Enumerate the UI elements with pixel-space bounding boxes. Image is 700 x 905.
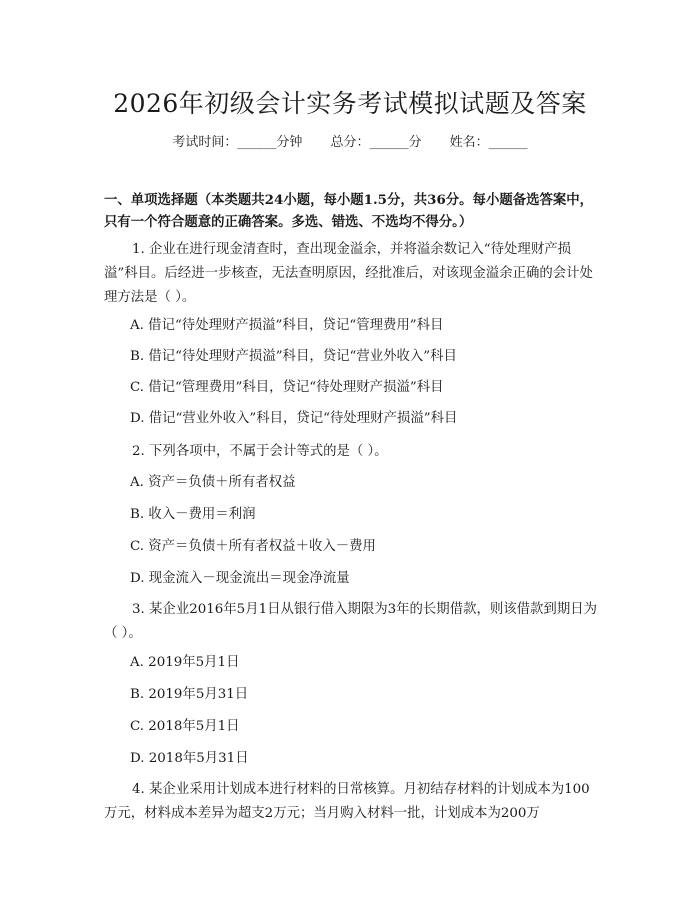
total-score-field: 总分：______分	[330, 135, 422, 150]
student-name-field: 姓名：______	[449, 135, 528, 150]
question-3-option-b: B. 2019年5月31日	[130, 687, 249, 702]
question-3-option-c: C. 2018年5月1日	[130, 719, 240, 734]
question-4-stem: 4. 某企业采用计划成本进行材料的日常核算。月初结存材料的计划成本为100万元，材料成本差异为超支2万元；当月购入材料一批，计划成本为200万	[104, 782, 590, 821]
question-2-option-a: A. 资产＝负债＋所有者权益	[130, 475, 296, 490]
question-1-stem: 1. 企业在进行现金清查时，查出现金溢余，并将溢余数记入“待处理财产损溢”科目。后经进一步核查，无法查明原因，经批准后，对该现金溢余正确的会计处理方法是（ ）。	[104, 242, 593, 305]
exam-time-field: 考试时间：______分钟	[172, 135, 303, 150]
question-1-option-a: A. 借记“待处理财产损溢”科目，贷记“管理费用”科目	[130, 318, 444, 333]
question-3-stem: 3. 某企业2016年5月1日从银行借入期限为3年的长期借款，则该借款到期日为（ ）。	[104, 602, 597, 641]
document-title: 2026年初级会计实务考试模拟试题及答案	[113, 89, 587, 118]
question-3-option-a: A. 2019年5月1日	[130, 655, 240, 670]
question-1-option-d: D. 借记“营业外收入”科目，贷记“待处理财产损溢”科目	[130, 411, 458, 426]
question-3-option-d: D. 2018年5月31日	[130, 751, 249, 766]
question-2-option-d: D. 现金流入－现金流出＝现金净流量	[130, 571, 350, 586]
question-2-option-c: C. 资产＝负债＋所有者权益＋收入－费用	[130, 539, 376, 554]
question-1-option-c: C. 借记“管理费用”科目，贷记“待处理财产损溢”科目	[130, 380, 444, 395]
exam-info-line	[0, 131, 700, 150]
question-2-option-b: B. 收入－费用＝利润	[130, 507, 256, 522]
section-heading-single-choice: 一、单项选择题（本类题共24小题，每小题1.5分，共36分。每小题备选答案中，只有一个符合题意的正确答案。多选、错选、不选均不得分。）	[104, 192, 594, 230]
question-1-option-b: B. 借记“待处理财产损溢”科目，贷记“营业外收入”科目	[130, 349, 457, 364]
question-2-stem: 2. 下列各项中，不属于会计等式的是（ ）。	[132, 444, 388, 459]
